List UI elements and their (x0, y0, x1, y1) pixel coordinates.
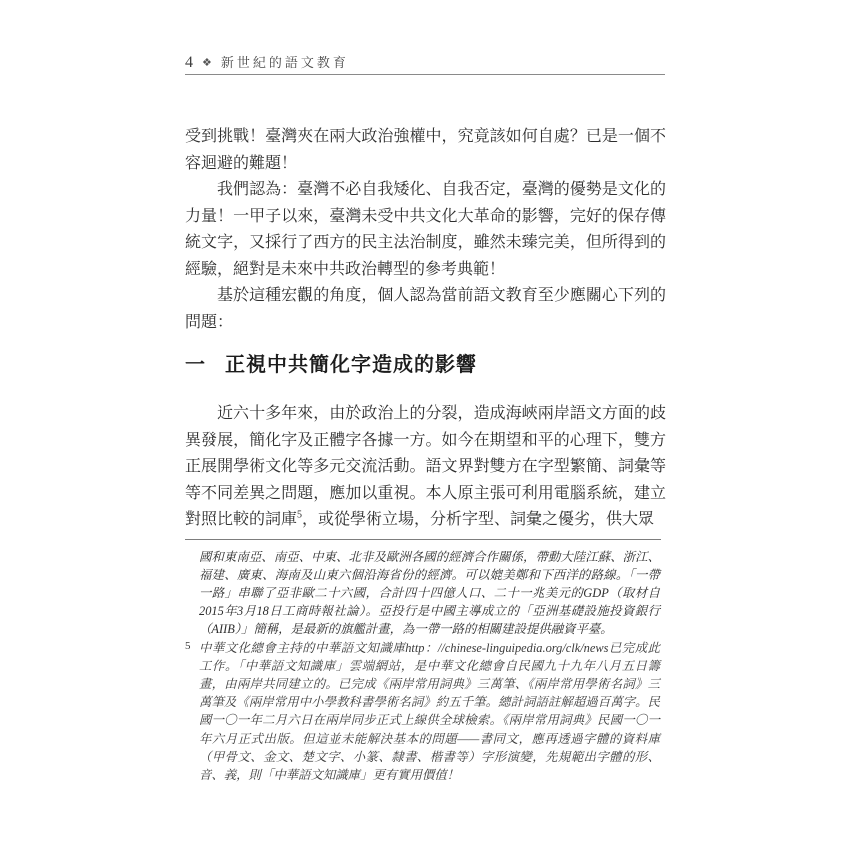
section-title: 正視中共簡化字造成的影響 (225, 354, 477, 376)
paragraph-text: 近六十多年來，由於政治上的分裂，造成海峽兩岸語文方面的歧異發展，簡化字及正體字各據一方。如今在期望和平的心理下，雙方正展開學術文化等多元交流活動。語文界對雙方在字型繁簡、詞彙等等不同差異之問題，應加以重視。本人原主張可利用電腦系統，建立對照比較的詞庫 (185, 405, 666, 528)
paragraph: 基於這種宏觀的角度，個人認為當前語文教育至少應關心下列的問題： (185, 287, 666, 331)
footnote-text: 中華文化總會主持的中華語文知識庫http：//chinese-linguipedia.org/clk/news已完成此工作。「中華語文知識庫」雲端網站，是中華文化總會自民國九十九年八月五日籌畫，由兩岸共同建立的。已完成《兩岸常用詞典》三萬筆、《兩岸常用學術名詞》三萬筆及《兩岸常用中小學教科書學術名詞》約五千筆。總計詞語註解超過百萬字。民國一〇一年二月六日在兩岸同步正式上線供全球檢索。《兩岸常用詞典》民國一〇一年六月正式出版。但這並未能解決基本的問題——書同文，應再透過字體的資料庫（甲骨文、金文、楚文字、小篆、隸書、楷書等）字形演變，先規範出字體的形、音、義，則「中華語文知識庫」更有實用價值！ (199, 640, 660, 782)
paragraph-continued: 受到挑戰！臺灣夾在兩大政治強權中，究竟該如何自處？已是一個不容迴避的難題！ (185, 128, 666, 172)
running-header-title: 新世紀的語文教育 (220, 55, 349, 70)
footnotes-block (185, 548, 660, 785)
diamond-ornament-icon: ❖ (202, 57, 212, 69)
footnote-separator (185, 539, 661, 540)
page-number: 4 (185, 54, 193, 71)
paragraph (185, 401, 666, 534)
footnote-continuation: 國和東南亞、南亞、中東、北非及歐洲各國的經濟合作關係，帶動大陸江蘇、浙江、福建、廣東、海南及山東六個沿海省份的經濟。可以媲美鄭和下西洋的路線。「一帶一路」串聯了亞非歐二十六國，合計四十四億人口、二十一兆美元的GDP（取材自2015年3月18日工商時報社論）。亞投行是中國主導成立的「亞洲基礎設施投資銀行（AIIB）」簡稱，是最新的旗艦計畫，為一帶一路的相關建設提供融資平臺。 (199, 549, 660, 637)
section-number: 一 (185, 354, 206, 376)
paragraph: 我們認為：臺灣不必自我矮化、自我否定，臺灣的優勢是文化的力量！一甲子以來，臺灣未受中共文化大革命的影響，完好的保存傳統文字，又採行了西方的民主法治制度，雖然未臻完美，但所得到的經驗，絕對是未來中共政治轉型的參考典範！ (185, 181, 666, 278)
footnote-number: 5 (185, 639, 191, 652)
running-header (185, 52, 666, 72)
footnote-reference-5: 5 (297, 509, 303, 521)
header-rule (185, 74, 665, 75)
footnote-5 (185, 639, 660, 785)
text-column (185, 124, 666, 784)
section-heading (185, 350, 666, 380)
paragraph-text: ，或從學術立場，分析字型、詞彙之優劣，供大眾 (302, 511, 655, 528)
